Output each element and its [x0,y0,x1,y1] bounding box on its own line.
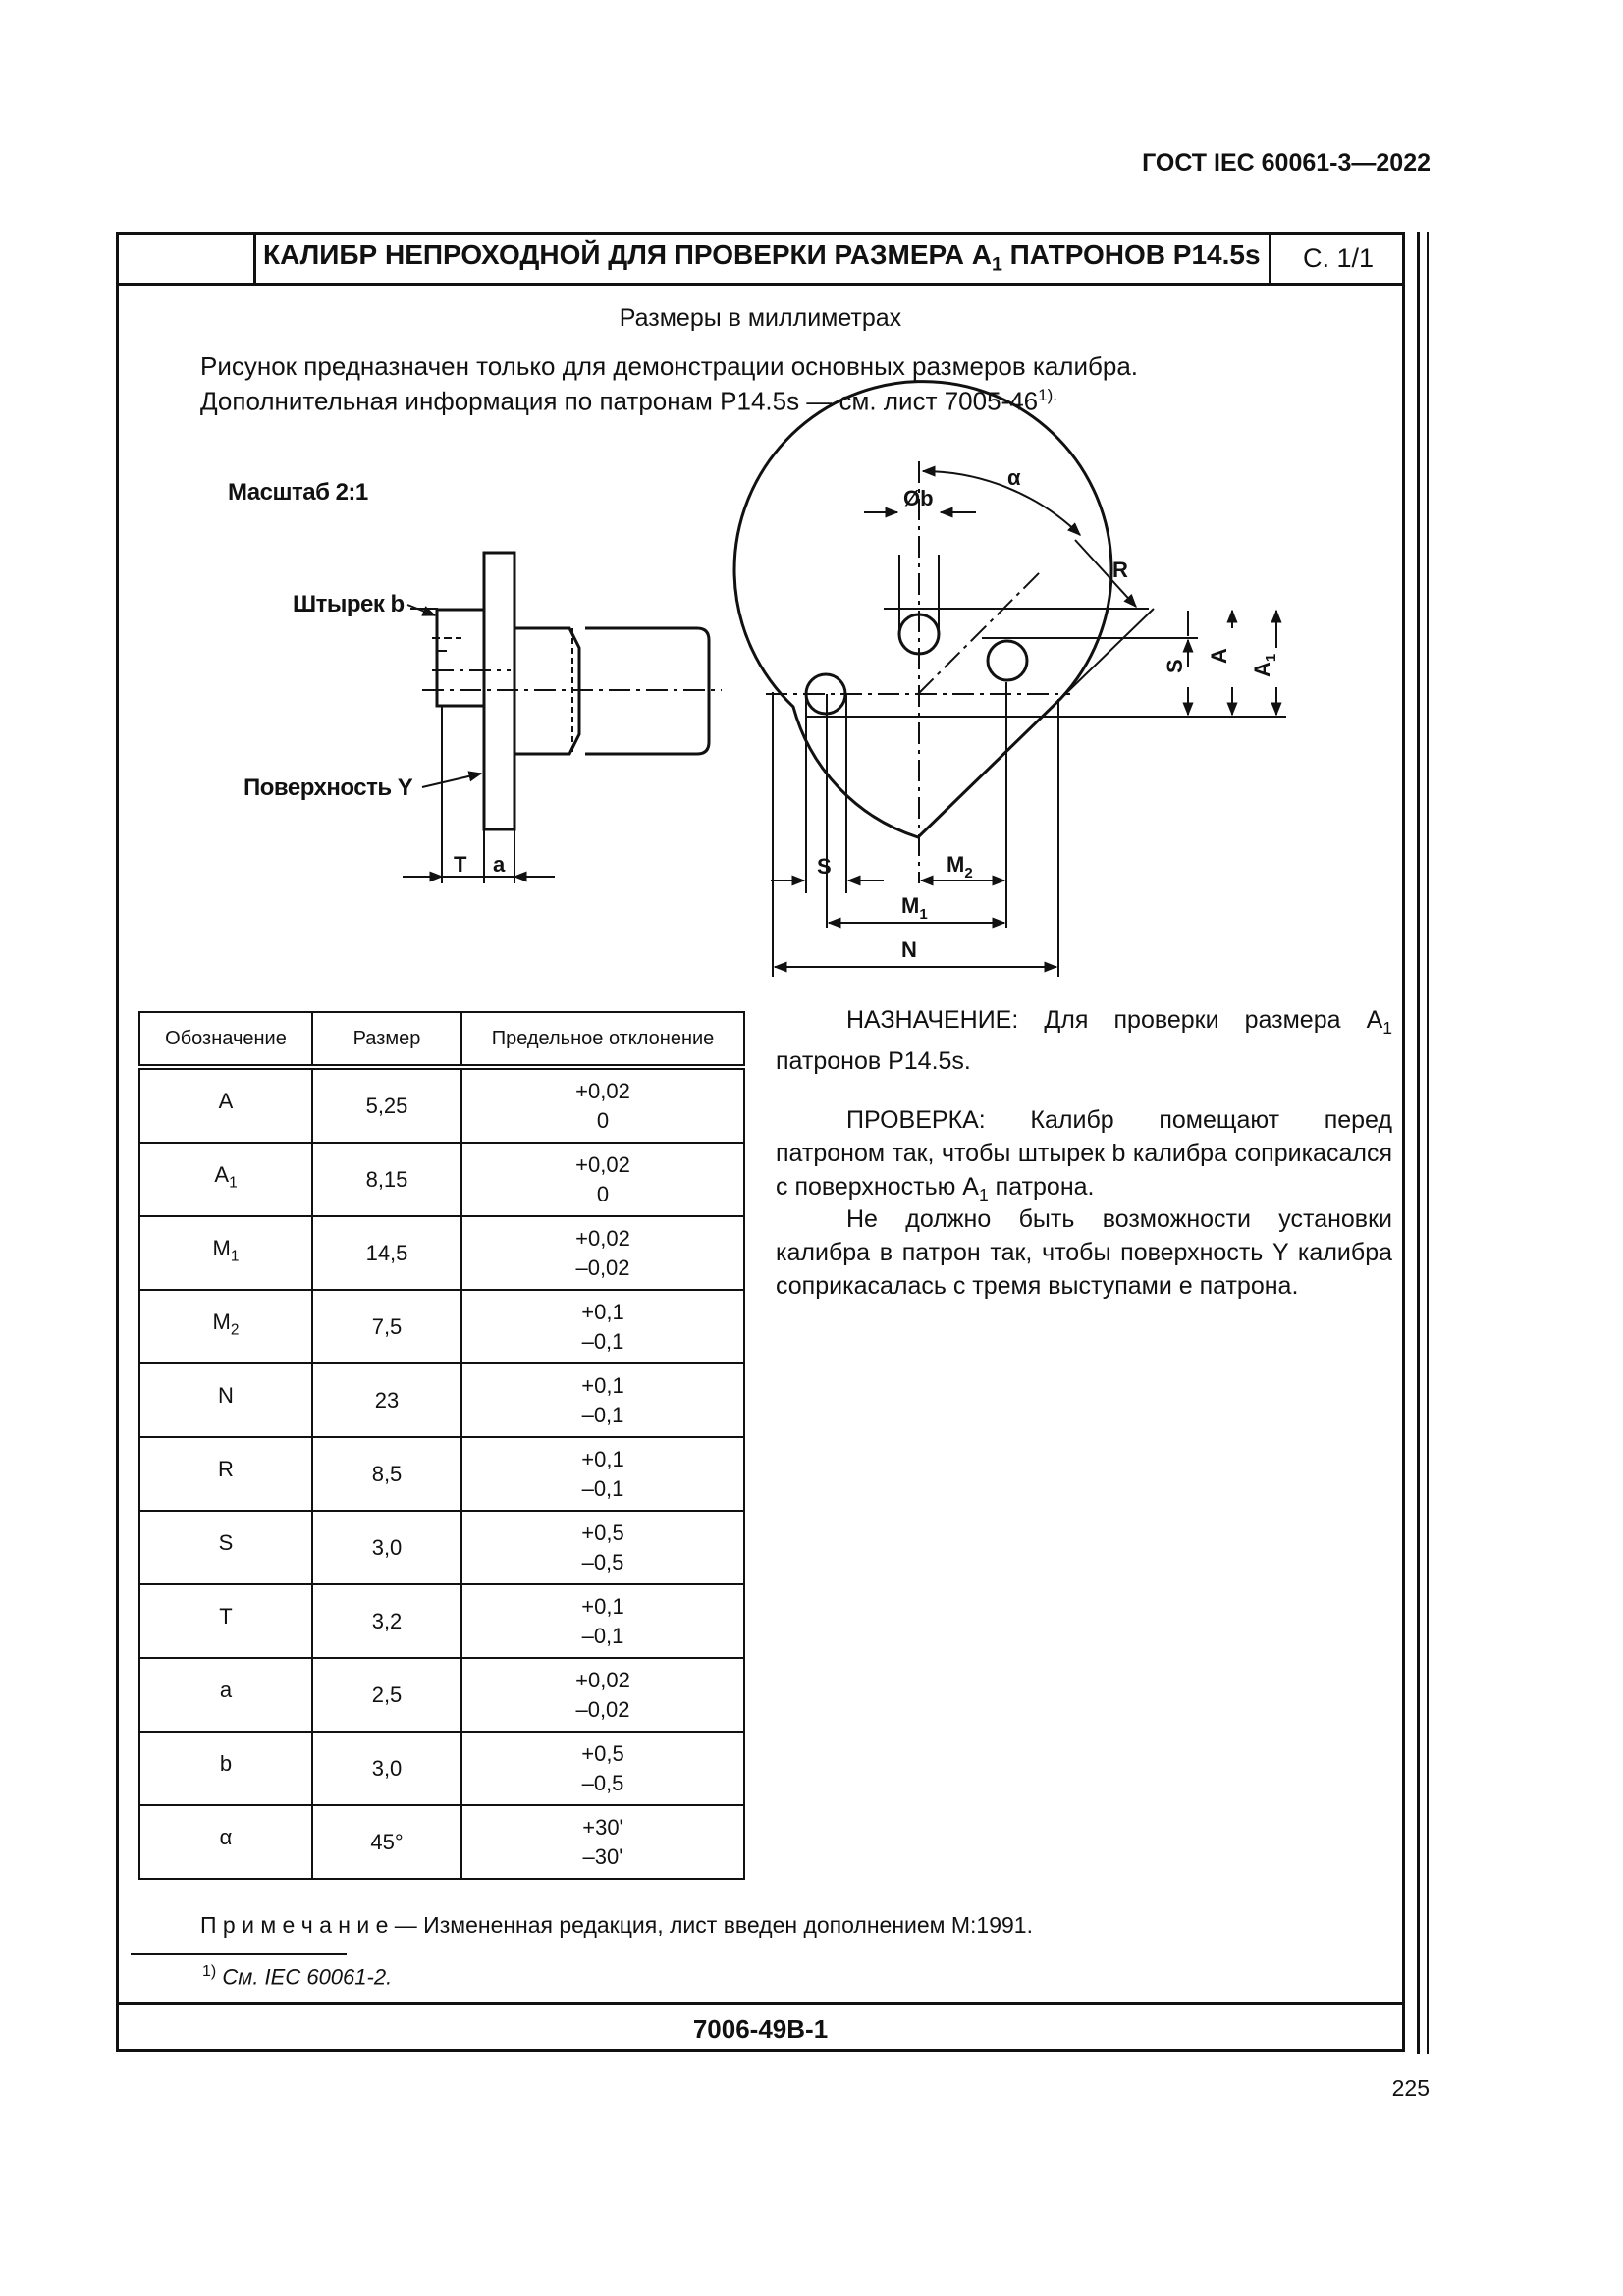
designation-subscript: 1 [229,1174,238,1192]
upper-deviation: +0,1 [581,1446,624,1471]
surface-label: Поверхность Y [243,774,413,801]
header-tolerance: Предельное отклонение [461,1012,744,1067]
cell-designation [139,1658,312,1732]
check-paragraph-1 [776,1103,1392,1211]
lower-deviation: –0,5 [581,1770,624,1795]
table-row [139,1732,744,1805]
note: П р и м е ч а н и е — Измененная редакция, лист введен дополнением М:1991. [200,1912,1033,1938]
cell-tolerance [461,1290,744,1363]
front-view [734,382,1286,977]
table-row [139,1437,744,1511]
purpose-tail: патронов P14.5s. [776,1047,971,1075]
cell-tolerance [461,1511,744,1584]
dim-A1-letter: A [1250,662,1274,677]
gauge-drawing [0,0,1623,1001]
table-row [139,1805,744,1879]
table-row [139,1290,744,1363]
dim-R: R [1112,558,1128,582]
cell-size: 45° [312,1805,461,1879]
cell-tolerance [461,1805,744,1879]
designation-symbol: b [219,1751,233,1777]
check-tail: патрона. [988,1173,1095,1201]
upper-deviation: +0,1 [581,1299,624,1324]
dim-M2 [947,852,973,881]
lower-deviation: –0,1 [581,1475,624,1501]
dimensions-table [138,1011,745,1880]
table-row [139,1216,744,1290]
check-text: ПРОВЕРКА: Калибр помещают перед патроном так, чтобы штырек b калибра соприкасался с поверхностью А [776,1106,1392,1201]
cell-designation [139,1290,312,1363]
cell-designation [139,1732,312,1805]
header-designation: Обозначение [139,1012,312,1067]
designation-symbol: M [212,1309,231,1335]
lower-deviation: –0,1 [581,1623,624,1648]
designation-subscript: 1 [230,1248,240,1265]
designation-symbol: a [219,1678,233,1703]
cell-size: 8,15 [312,1143,461,1216]
intro-line-1: Рисунок предназначен только для демонстрации основных размеров калибра. [200,351,1139,381]
upper-deviation: +0,02 [575,1667,630,1692]
cell-size: 3,0 [312,1732,461,1805]
footnote-ref: 1). [1038,386,1057,404]
cell-size: 5,25 [312,1067,461,1143]
cell-tolerance [461,1363,744,1437]
dim-alpha: α [1007,465,1021,490]
dim-b: Øb [903,486,934,510]
cell-designation [139,1216,312,1290]
cell-size: 8,5 [312,1437,461,1511]
cell-designation [139,1363,312,1437]
title-text-tail: ПАТРОНОВ P14.5s [1001,240,1261,270]
standard-code: ГОСТ IEC 60061-3—2022 [1142,149,1431,177]
cell-tolerance [461,1584,744,1658]
upper-deviation: +0,1 [581,1593,624,1619]
footnote-text: См. IEC 60061-2. [216,1964,393,1990]
check-sub: 1 [978,1185,989,1204]
upper-deviation: +0,5 [581,1520,624,1545]
dim-M1 [901,893,928,923]
footnote-mark: 1) [202,1963,217,1980]
purpose-text: НАЗНАЧЕНИЕ: Для проверки размера А [846,1006,1383,1034]
designation-symbol: A [214,1162,230,1188]
cell-size: 7,5 [312,1290,461,1363]
dim-M1-sub: 1 [919,906,928,923]
upper-deviation: +0,02 [575,1225,630,1251]
lower-deviation: –0,5 [581,1549,624,1575]
cell-tolerance [461,1732,744,1805]
upper-deviation: +30' [582,1814,623,1840]
cell-size: 3,2 [312,1584,461,1658]
cell-designation [139,1067,312,1143]
cell-tolerance [461,1658,744,1732]
cell-size: 23 [312,1363,461,1437]
table-row [139,1143,744,1216]
sheet-number: С. 1/1 [1302,243,1375,273]
dimensions-note: Размеры в миллиметрах [619,304,902,332]
lower-deviation: –0,02 [575,1255,630,1280]
designation-symbol: α [219,1825,233,1850]
designation-symbol: S [218,1530,234,1556]
cell-size: 14,5 [312,1216,461,1290]
pin-body [437,610,484,706]
designation-symbol: A [218,1089,234,1114]
header-size: Размер [312,1012,461,1067]
cell-designation [139,1143,312,1216]
footnote [202,1963,392,1990]
table-row [139,1511,744,1584]
cell-designation [139,1805,312,1879]
intro-text: Дополнительная информация по патронам P14.5s — см. лист 7005-46 [200,386,1039,416]
cell-tolerance [461,1216,744,1290]
page-number: 225 [1391,2075,1430,2101]
hole-2 [988,641,1027,680]
designation-symbol: M [212,1236,231,1261]
side-view [403,553,722,883]
table-row [139,1584,744,1658]
dim-T: T [454,852,467,877]
sheet-id: 7006-49В-1 [692,2014,829,2044]
title-subscript: 1 [991,253,1002,276]
upper-deviation: +0,1 [581,1372,624,1398]
dim-A: A [1207,648,1231,664]
cell-designation [139,1584,312,1658]
lower-deviation: –0,02 [575,1696,630,1722]
purpose-paragraph [776,1003,1392,1078]
lower-deviation: –30' [582,1843,623,1869]
title-text: КАЛИБР НЕПРОХОДНОЙ ДЛЯ ПРОВЕРКИ РАЗМЕРА А [263,240,992,270]
designation-symbol: N [218,1383,234,1409]
dim-M1-letter: M [901,893,920,918]
cell-tolerance [461,1143,744,1216]
cell-designation [139,1437,312,1511]
lower-deviation: –0,1 [581,1328,624,1354]
dim-a: a [493,852,506,877]
cell-tolerance [461,1437,744,1511]
designation-symbol: T [219,1604,233,1629]
table-row [139,1658,744,1732]
footer-rule [116,2002,1405,2005]
dim-A1 [1250,654,1279,677]
cell-tolerance [461,1067,744,1143]
cell-size: 2,5 [312,1658,461,1732]
dim-A1-sub: 1 [1263,653,1279,663]
lower-deviation: –0,1 [581,1402,624,1427]
table-header-row [139,1012,744,1067]
footnote-rule [131,1953,347,1955]
cell-designation [139,1511,312,1584]
dim-S: S [817,854,832,879]
pin-label: Штырек b [293,591,405,617]
scale-label: Масштаб 2:1 [228,479,368,506]
table-row [139,1067,744,1143]
upper-deviation: +0,5 [581,1740,624,1766]
dim-M2-letter: M [947,852,965,877]
lower-deviation: 0 [596,1181,610,1206]
upper-deviation: +0,02 [575,1151,630,1177]
designation-symbol: R [218,1457,234,1482]
table-row [139,1363,744,1437]
dim-S-vertical: S [1163,659,1187,673]
dim-N: N [901,937,917,962]
designation-subscript: 2 [230,1321,240,1339]
lower-deviation: 0 [596,1107,610,1133]
purpose-sub: 1 [1382,1018,1392,1038]
check-paragraph-2: Не должно быть возможности установки калибра в патрон так, чтобы поверхность Y калибра соприкасалась с тремя выступами е патрона. [776,1205,1392,1300]
upper-deviation: +0,02 [575,1078,630,1103]
dim-M2-sub: 2 [964,865,973,881]
cell-size: 3,0 [312,1511,461,1584]
